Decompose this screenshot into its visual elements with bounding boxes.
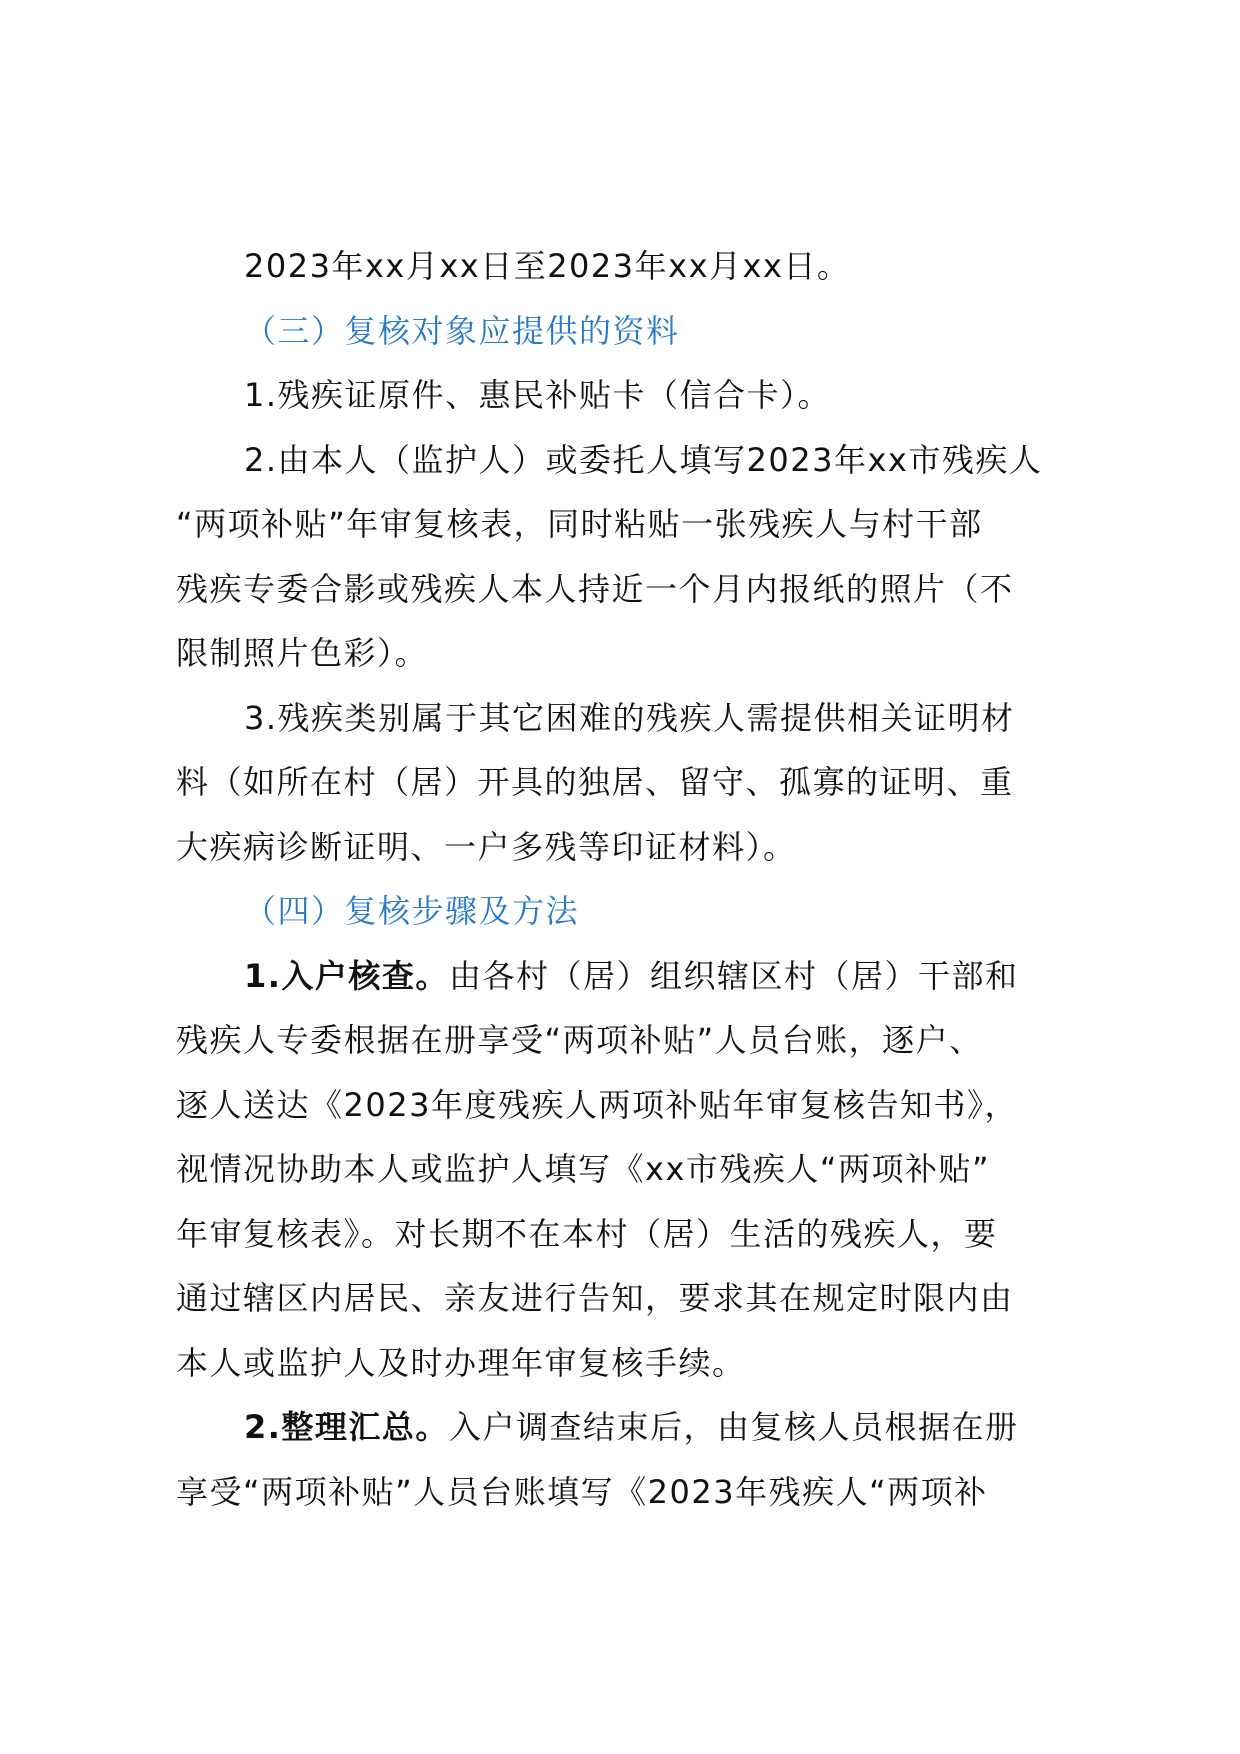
body-line: 视情况协助本人或监护人填写《xx市残疾人“两项补贴” — [176, 1150, 991, 1188]
body-line: 通过辖区内居民、亲友进行告知，要求其在规定时限内由 — [176, 1279, 1014, 1317]
body-line: 1.入户核查。由各村（居）组织辖区村（居）干部和 — [244, 956, 1019, 995]
step-title: 1.入户核查。 — [244, 956, 449, 995]
body-line: 2.由本人（监护人）或委托人填写2023年xx市残疾人 — [244, 440, 1043, 479]
body-line: 1.残疾证原件、惠民补贴卡（信合卡）。 — [244, 376, 832, 414]
body-line: 逐人送达《2023年度残疾人两项补贴年审复核告知书》， — [176, 1085, 1018, 1124]
body-line: 料（如所在村（居）开具的独居、留守、孤寡的证明、重 — [176, 763, 1014, 801]
body-line: 2023年xx月xx日至2023年xx月xx日。 — [244, 247, 851, 285]
body-line: 2.整理汇总。入户调查结束后，由复核人员根据在册 — [244, 1408, 1019, 1446]
body-line: 3.残疾类别属于其它困难的残疾人需提供相关证明材 — [244, 698, 1015, 737]
body-line: “两项补贴”年审复核表，同时粘贴一张残疾人与村干部 — [176, 505, 983, 543]
body-line: 本人或监护人及时办理年审复核手续。 — [176, 1343, 746, 1382]
body-line: 残疾人专委根据在册享受“两项补贴”人员台账，逐户、 — [176, 1021, 983, 1059]
body-line: 大疾病诊断证明、一户多残等印证材料）。 — [176, 827, 797, 866]
body-line: 年审复核表》。对长期不在本村（居）生活的残疾人，要 — [176, 1214, 998, 1253]
section-heading: （四）复核步骤及方法 — [244, 892, 580, 930]
step-title: 2.整理汇总。 — [244, 1408, 449, 1446]
body-line: 限制照片色彩）。 — [176, 634, 429, 672]
body-line: 残疾专委合影或残疾人本人持近一个月内报纸的照片（不 — [176, 569, 1014, 608]
body-line: 享受“两项补贴”人员台账填写《2023年残疾人“两项补 — [176, 1472, 988, 1511]
section-heading: （三）复核对象应提供的资料 — [244, 311, 680, 350]
